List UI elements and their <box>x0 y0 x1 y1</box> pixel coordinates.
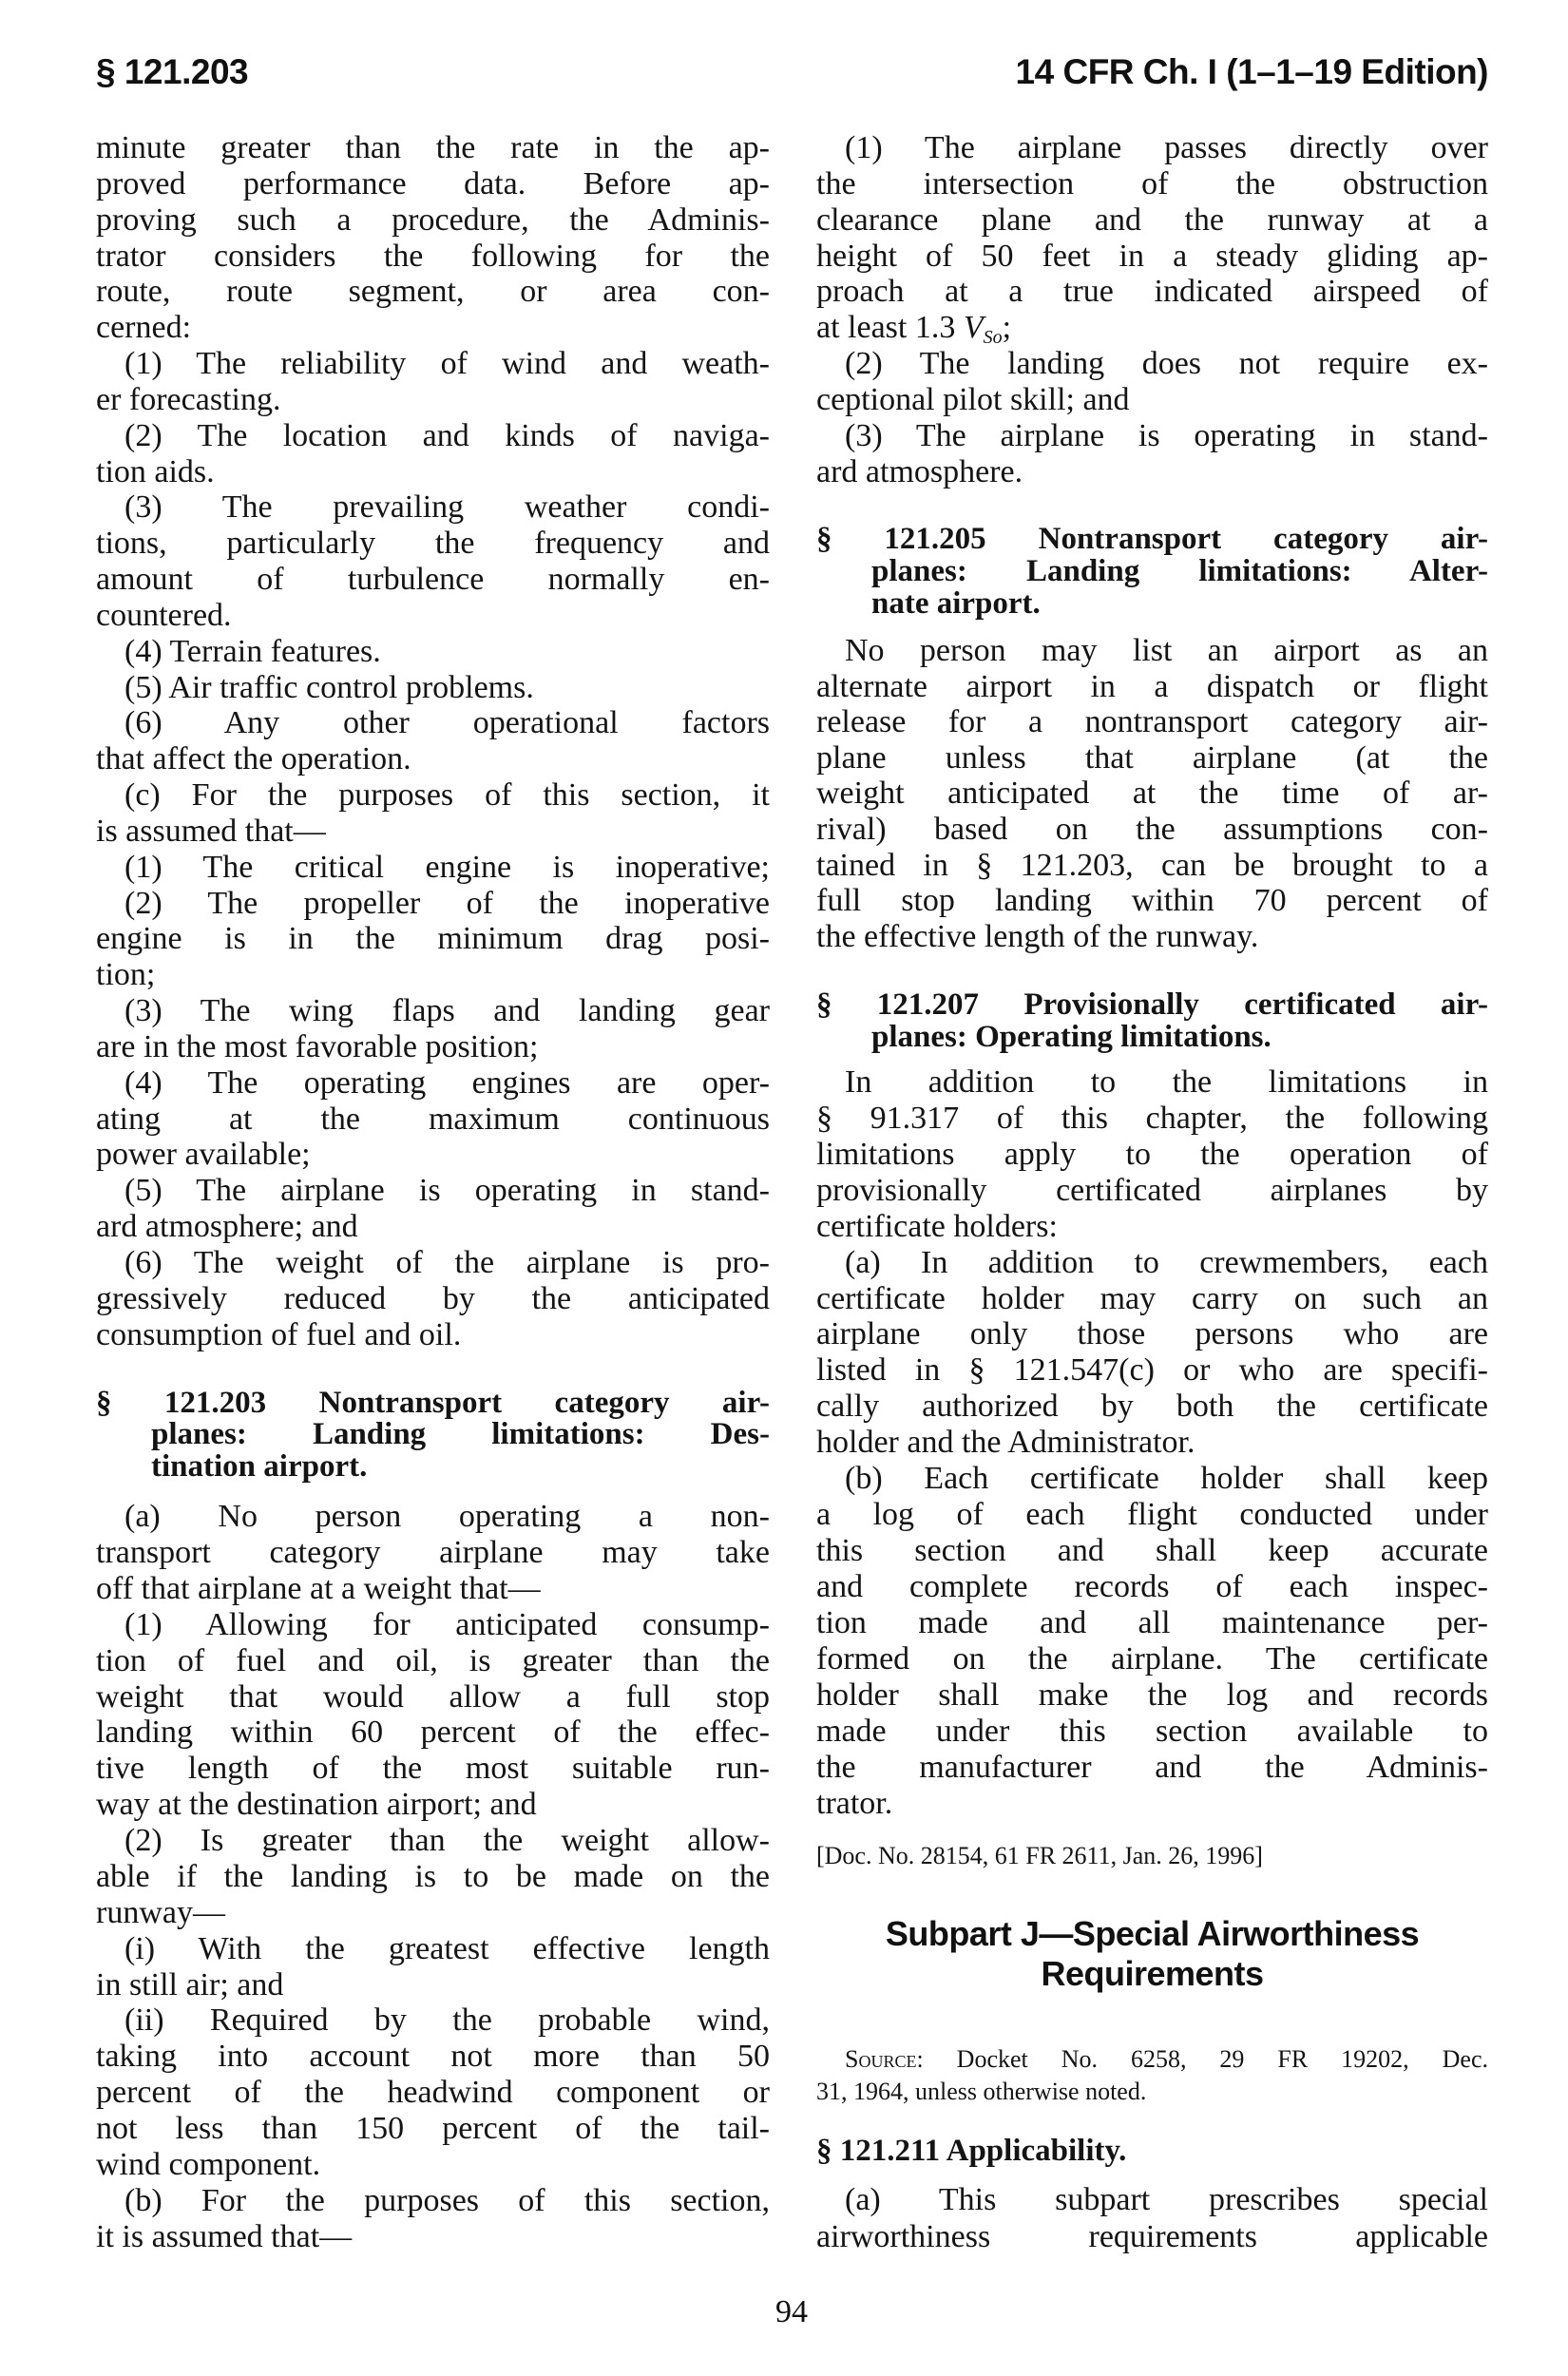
source-note: 31, 1964, unless otherwise noted. <box>816 2078 1147 2105</box>
body-line: listed in § 121.547(c) or who are specifi- <box>816 1352 1488 1388</box>
body-line: way at the destination airport; and <box>96 1787 537 1822</box>
body-line: (2) Is greater than the weight allow- <box>124 1823 770 1858</box>
body-line: (2) The propeller of the inoperative <box>124 886 770 921</box>
section-heading-121-205: § 121.205 Nontransport category air- <box>816 523 1488 555</box>
airspeed-subscript: So <box>983 327 1003 346</box>
source-note <box>816 2044 1488 2075</box>
body-line: the manufacturer and the Adminis- <box>816 1750 1488 1785</box>
body-line: power available; <box>96 1137 311 1172</box>
source-label: Source <box>845 2045 917 2073</box>
body-line: tions, particularly the frequency and <box>96 526 770 561</box>
body-line: landing within 60 percent of the effec- <box>96 1715 770 1750</box>
body-line: (b) Each certificate holder shall keep <box>845 1461 1488 1496</box>
airspeed-prefix: at least 1.3 <box>816 310 964 345</box>
body-line: consumption of fuel and oil. <box>96 1317 462 1352</box>
body-line: proved performance data. Before ap- <box>96 166 770 201</box>
body-line: provisionally certificated airplanes by <box>816 1173 1488 1208</box>
body-line: amount of turbulence normally en- <box>96 562 770 597</box>
body-line: holder shall make the log and records <box>816 1677 1488 1713</box>
body-line: (1) The airplane passes directly over <box>845 130 1488 165</box>
body-line: airworthiness requirements applicable <box>816 2219 1488 2254</box>
body-line: minute greater than the rate in the ap- <box>96 130 770 165</box>
body-line: (3) The prevailing weather condi- <box>124 489 770 525</box>
body-line-airspeed <box>816 310 1488 346</box>
body-line: plane unless that airplane (at the <box>816 740 1488 776</box>
body-line: (4) Terrain features. <box>124 634 381 669</box>
body-line: the intersection of the obstruction <box>816 166 1488 201</box>
body-line: ard atmosphere. <box>816 454 1023 489</box>
body-line: (a) In addition to crewmembers, each <box>845 1245 1488 1280</box>
body-line: route, route segment, or area con- <box>96 274 770 309</box>
body-line: (2) The landing does not require ex- <box>845 346 1488 381</box>
section-heading-121-205: nate airport. <box>871 587 1041 620</box>
body-line: (a) No person operating a non- <box>124 1499 770 1534</box>
citation: [Doc. No. 28154, 61 FR 2611, Jan. 26, 1996] <box>816 1842 1263 1869</box>
body-line: (6) The weight of the airplane is pro- <box>124 1245 770 1280</box>
section-heading-121-207: planes: Operating limitations. <box>871 1021 1272 1053</box>
body-line: countered. <box>96 598 232 633</box>
body-line: (i) With the greatest effective length <box>124 1931 770 1966</box>
body-line: are in the most favorable position; <box>96 1029 539 1064</box>
airspeed-suffix: ; <box>1002 310 1012 345</box>
body-line: tion; <box>96 957 156 992</box>
body-line: and complete records of each inspec- <box>816 1569 1488 1604</box>
body-line: ating at the maximum continuous <box>96 1102 770 1137</box>
body-line: (5) Air traffic control problems. <box>124 670 534 705</box>
body-line: ard atmosphere; and <box>96 1209 358 1244</box>
body-line: No person may list an airport as an <box>845 633 1488 668</box>
body-line: gressively reduced by the anticipated <box>96 1281 770 1316</box>
body-line: transport category airplane may take <box>96 1535 770 1570</box>
running-header-title: 14 CFR Ch. I (1–1–19 Edition) <box>1015 52 1488 91</box>
source-text: : Docket No. 6258, 29 FR 19202, Dec. <box>916 2045 1488 2073</box>
section-heading-121-207: § 121.207 Provisionally certificated air- <box>816 988 1488 1021</box>
running-header-section: § 121.203 <box>96 52 249 91</box>
body-line: rival) based on the assumptions con- <box>816 812 1488 847</box>
body-line: tained in § 121.203, can be brought to a <box>816 848 1488 883</box>
body-line: weight that would allow a full stop <box>96 1679 770 1715</box>
body-line: full stop landing within 70 percent of <box>816 883 1488 918</box>
body-line: formed on the airplane. The certificate <box>816 1641 1488 1677</box>
body-line: runway— <box>96 1895 225 1930</box>
body-line: percent of the headwind component or <box>96 2075 770 2110</box>
body-line: certificate holder may carry on such an <box>816 1281 1488 1316</box>
body-line: engine is in the minimum drag posi- <box>96 921 770 956</box>
body-line: § 91.317 of this chapter, the following <box>816 1101 1488 1136</box>
body-line: (b) For the purposes of this section, <box>124 2183 770 2218</box>
body-line: a log of each flight conducted under <box>816 1497 1488 1532</box>
section-heading-121-203: planes: Landing limitations: Des- <box>151 1418 770 1450</box>
body-line: (2) The location and kinds of naviga- <box>124 418 770 453</box>
body-line: cally authorized by both the certificate <box>816 1389 1488 1424</box>
body-line: certificate holders: <box>816 1209 1058 1244</box>
body-line: clearance plane and the runway at a <box>816 202 1488 238</box>
body-line: is assumed that— <box>96 814 326 849</box>
body-line: that affect the operation. <box>96 741 411 776</box>
body-line: tion aids. <box>96 454 215 489</box>
section-heading-121-203: § 121.203 Nontransport category air- <box>96 1387 770 1419</box>
subpart-title: Requirements <box>1041 1954 1264 1993</box>
body-line: off that airplane at a weight that— <box>96 1571 541 1606</box>
body-line: (4) The operating engines are oper- <box>124 1065 770 1101</box>
body-line: cerned: <box>96 310 192 345</box>
body-line: in still air; and <box>96 1967 284 2002</box>
body-line: alternate airport in a dispatch or flight <box>816 669 1488 704</box>
body-line: tion made and all maintenance per- <box>816 1605 1488 1640</box>
body-line: airplane only those persons who are <box>816 1316 1488 1351</box>
body-line: made under this section available to <box>816 1714 1488 1749</box>
body-line: weight anticipated at the time of ar- <box>816 776 1488 811</box>
body-line: In addition to the limitations in <box>845 1064 1488 1100</box>
section-heading-121-205: planes: Landing limitations: Alter- <box>871 555 1488 587</box>
body-line: (ii) Required by the probable wind, <box>124 2002 770 2038</box>
body-line: (5) The airplane is operating in stand- <box>124 1173 770 1208</box>
body-line: it is assumed that— <box>96 2219 353 2254</box>
body-line: this section and shall keep accurate <box>816 1533 1488 1568</box>
body-line: height of 50 feet in a steady gliding ap- <box>816 239 1488 274</box>
body-line: trator considers the following for the <box>96 239 770 274</box>
body-line: (6) Any other operational factors <box>124 705 770 740</box>
body-line: tive length of the most suitable run- <box>96 1751 770 1786</box>
body-line: not less than 150 percent of the tail- <box>96 2111 770 2146</box>
page-number: 94 <box>775 2294 808 2329</box>
body-line: ceptional pilot skill; and <box>816 382 1130 417</box>
body-line: release for a nontransport category air- <box>816 704 1488 739</box>
body-line: taking into account not more than 50 <box>96 2039 770 2074</box>
subpart-title: Subpart J—Special Airworthiness <box>885 1914 1420 1953</box>
section-heading-121-203: tination airport. <box>151 1450 368 1483</box>
body-line: (c) For the purposes of this section, it <box>124 777 770 813</box>
section-heading-121-211: § 121.211 Applicability. <box>816 2135 1127 2167</box>
body-line: able if the landing is to be made on the <box>96 1859 770 1894</box>
body-line: proving such a procedure, the Adminis- <box>96 202 770 238</box>
body-line: the effective length of the runway. <box>816 919 1259 954</box>
body-line: proach at a true indicated airspeed of <box>816 274 1488 309</box>
body-line: tion of fuel and oil, is greater than the <box>96 1643 770 1678</box>
body-line: (3) The airplane is operating in stand- <box>845 418 1488 453</box>
body-line: (1) Allowing for anticipated consump- <box>124 1607 770 1642</box>
body-line: (3) The wing flaps and landing gear <box>124 993 770 1028</box>
body-line: wind component. <box>96 2147 321 2182</box>
body-line: holder and the Administrator. <box>816 1425 1195 1460</box>
body-line: (1) The reliability of wind and weath- <box>124 346 770 381</box>
body-line: (1) The critical engine is inoperative; <box>124 850 770 885</box>
body-line: (a) This subpart prescribes special <box>845 2182 1488 2217</box>
body-line: trator. <box>816 1786 893 1821</box>
airspeed-variable: V <box>963 310 984 345</box>
body-line: limitations apply to the operation of <box>816 1137 1488 1172</box>
body-line: er forecasting. <box>96 382 281 417</box>
